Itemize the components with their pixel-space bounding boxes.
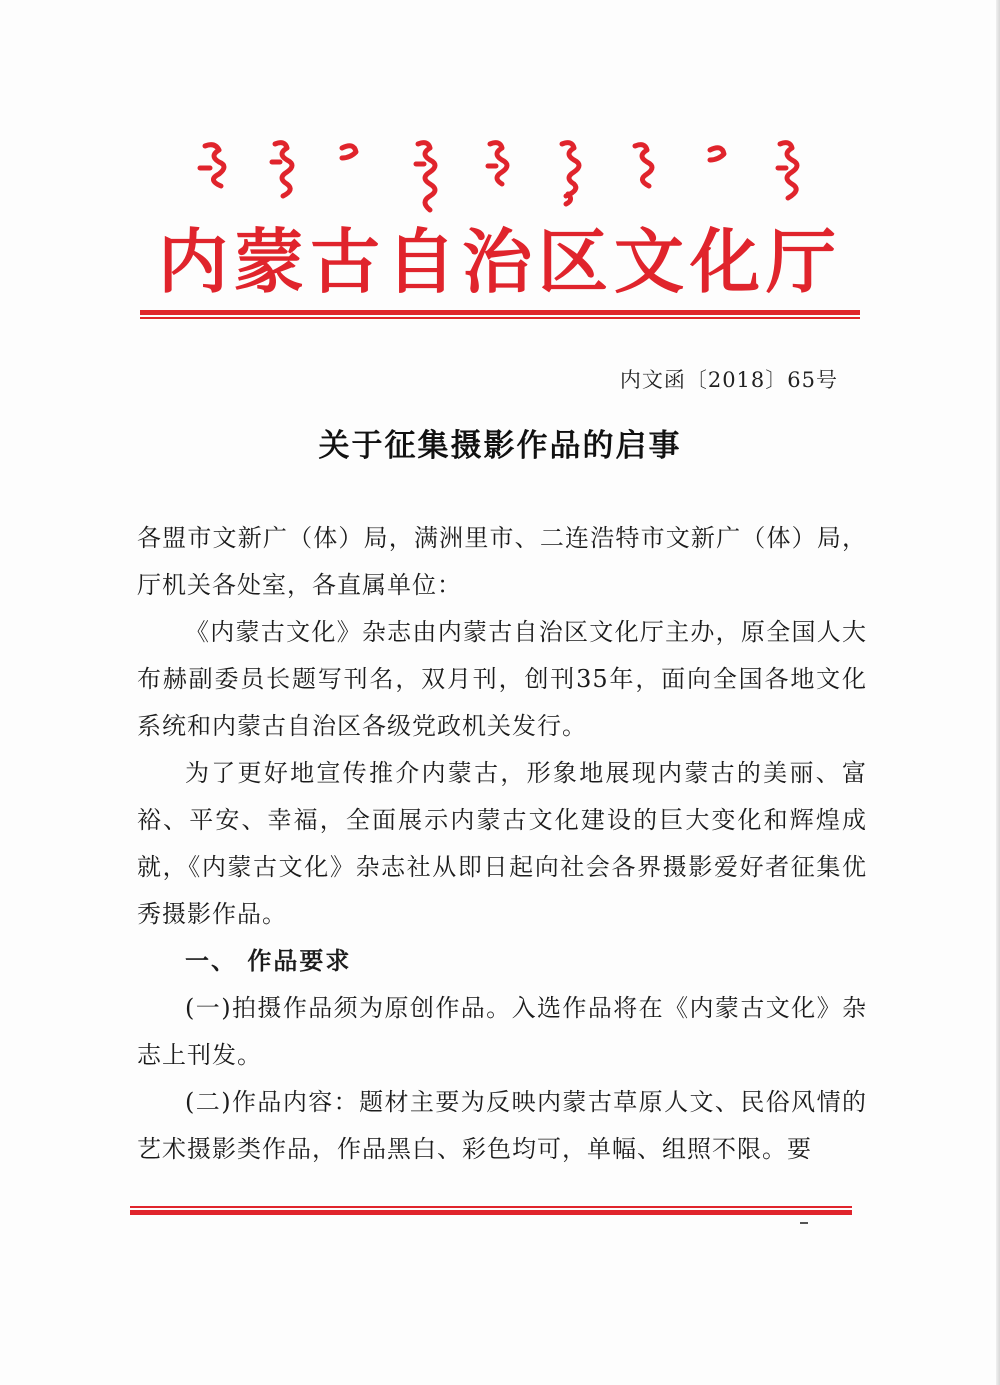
section-heading: 一、 作品要求 (185, 947, 352, 975)
document-title: 关于征集摄影作品的启事 (318, 428, 682, 464)
red-footer-rule (130, 1206, 852, 1216)
document-number: 内文函〔2018〕65号 (619, 368, 838, 392)
page-number-mark (800, 1222, 808, 1224)
body-paragraph: 《内蒙古文化》杂志由内蒙古自治区文化厅主办，原全国人大布赫副委员长题写刊名，双月刊，创刊35年，面向全国各地文化系统和内蒙古自治区各级党政机关发行。 (137, 618, 867, 740)
addressee-paragraph: 各盟市文新广（体）局，满洲里市、二连浩特市文新广（体）局，厅机关各处室，各直属单位： (137, 524, 867, 599)
body-paragraph: (一)拍摄作品须为原创作品。入选作品将在《内蒙古文化》杂志上刊发。 (137, 994, 867, 1069)
body-paragraph: (二)作品内容：题材主要为反映内蒙古草原人文、民俗风情的艺术摄影类作品，作品黑白、彩色均可，单幅、组照不限。要 (137, 1088, 867, 1163)
document-body (137, 515, 867, 1173)
scan-edge-shadow (996, 0, 1000, 1385)
mongolian-script-emblem (190, 138, 810, 233)
red-header-rule (140, 310, 860, 320)
issuing-organization-title: 内蒙古自治区文化厅 (158, 221, 842, 303)
body-paragraph: 为了更好地宣传推介内蒙古，形象地展现内蒙古的美丽、富裕、平安、幸福，全面展示内蒙古文化建设的巨大变化和辉煌成就，《内蒙古文化》杂志社从即日起向社会各界摄影爱好者征集优秀摄影作品。 (137, 759, 867, 928)
